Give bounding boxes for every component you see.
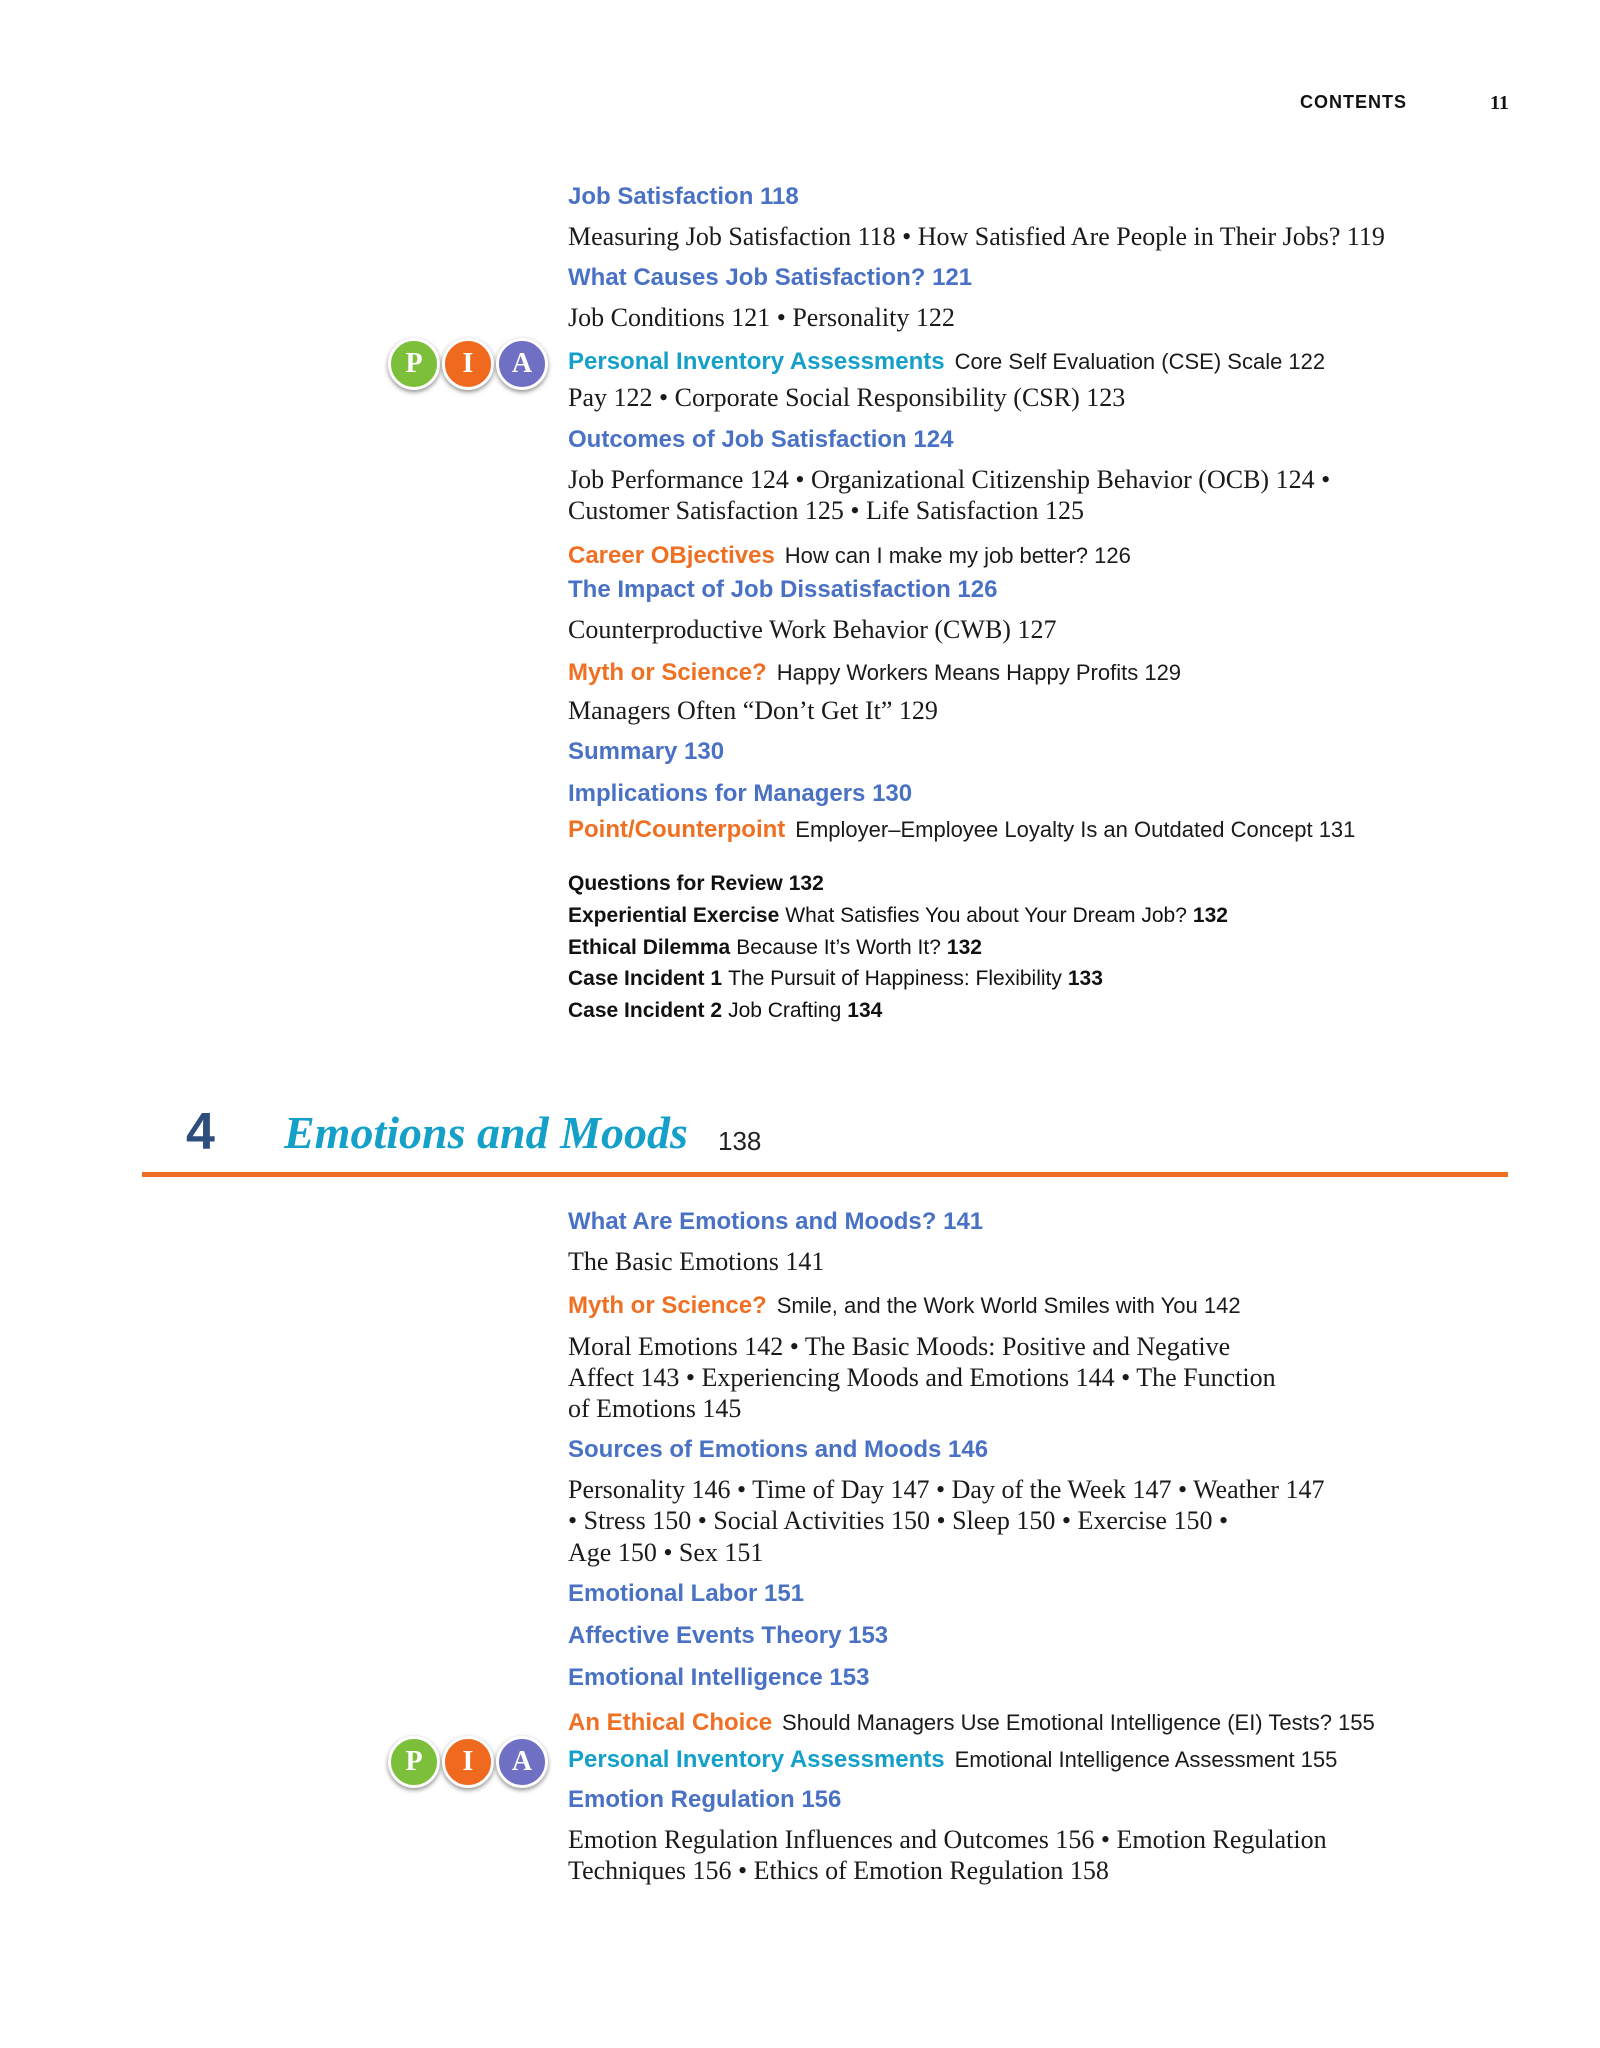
topic-line: Customer Satisfaction 125 • Life Satisfaction 125 <box>568 496 1085 525</box>
pia-badge <box>388 1736 550 1788</box>
chapter-divider <box>142 1172 1508 1177</box>
topic-line: • Stress 150 • Social Activities 150 • Sleep 150 • Exercise 150 • <box>568 1506 1229 1535</box>
chapter-title[interactable]: Emotions and Moods <box>284 1107 688 1158</box>
pia-p-icon: P <box>388 1736 440 1788</box>
heading-summary[interactable]: Summary 130 <box>568 738 725 765</box>
topic-line: Counterproductive Work Behavior (CWB) 127 <box>568 615 1057 644</box>
end-item-questions[interactable]: Questions for Review 132 <box>568 872 824 895</box>
heading-job-satisfaction[interactable]: Job Satisfaction 118 <box>568 183 799 210</box>
feature-label: Career OBjectives <box>568 542 775 569</box>
chapter-page: 138 <box>718 1126 762 1156</box>
topic-line: The Basic Emotions 141 <box>568 1247 825 1276</box>
feature-career[interactable] <box>568 542 1131 570</box>
topic-line: Personality 146 • Time of Day 147 • Day of the Week 147 • Weather 147 <box>568 1475 1325 1504</box>
heading-impact[interactable]: The Impact of Job Dissatisfaction 126 <box>568 576 998 603</box>
feature-text: Happy Workers Means Happy Profits 129 <box>776 660 1182 685</box>
heading-affective-events[interactable]: Affective Events Theory 153 <box>568 1622 889 1649</box>
heading-outcomes[interactable]: Outcomes of Job Satisfaction 124 <box>568 426 954 453</box>
end-item-case-1[interactable]: Case Incident 1 The Pursuit of Happiness: Flexibility 133 <box>568 967 1103 990</box>
topic-line: Job Conditions 121 • Personality 122 <box>568 303 955 332</box>
pia-a-icon: A <box>496 1736 548 1788</box>
heading-sources[interactable]: Sources of Emotions and Moods 146 <box>568 1436 989 1463</box>
topic-line: Measuring Job Satisfaction 118 • How Satisfied Are People in Their Jobs? 119 <box>568 222 1385 251</box>
pia-p-icon: P <box>388 338 440 390</box>
topic-line: Job Performance 124 • Organizational Citizenship Behavior (OCB) 124 • <box>568 465 1331 494</box>
feature-pia[interactable] <box>568 1746 1337 1774</box>
feature-point-counterpoint[interactable] <box>568 816 1355 844</box>
end-item-case-2[interactable]: Case Incident 2 Job Crafting 134 <box>568 999 883 1022</box>
topic-line: Pay 122 • Corporate Social Responsibility (CSR) 123 <box>568 383 1126 412</box>
pia-i-icon: I <box>442 338 494 390</box>
end-item-experiential[interactable]: Experiential Exercise What Satisfies You about Your Dream Job? 132 <box>568 904 1228 927</box>
feature-text: Emotional Intelligence Assessment 155 <box>954 1747 1338 1772</box>
feature-label: Personal Inventory Assessments <box>568 348 945 375</box>
heading-what-are[interactable]: What Are Emotions and Moods? 141 <box>568 1208 984 1235</box>
feature-label: Myth or Science? <box>568 659 767 686</box>
feature-pia[interactable] <box>568 348 1325 376</box>
heading-causes[interactable]: What Causes Job Satisfaction? 121 <box>568 264 973 291</box>
pia-i-icon: I <box>442 1736 494 1788</box>
chapter-number: 4 <box>186 1103 215 1161</box>
feature-ethical-choice[interactable] <box>568 1709 1375 1737</box>
topic-line: Moral Emotions 142 • The Basic Moods: Positive and Negative <box>568 1332 1231 1361</box>
topic-line: Age 150 • Sex 151 <box>568 1538 764 1567</box>
feature-text: Employer–Employee Loyalty Is an Outdated Concept 131 <box>795 817 1356 842</box>
topic-line: Affect 143 • Experiencing Moods and Emotions 144 • The Function <box>568 1363 1276 1392</box>
page-number: 11 <box>1490 92 1509 114</box>
topic-line: Emotion Regulation Influences and Outcomes 156 • Emotion Regulation <box>568 1825 1327 1854</box>
heading-implications[interactable]: Implications for Managers 130 <box>568 780 913 807</box>
end-item-ethical-dilemma[interactable]: Ethical Dilemma Because It’s Worth It? 132 <box>568 936 982 959</box>
heading-emotion-regulation[interactable]: Emotion Regulation 156 <box>568 1786 842 1813</box>
topic-line: Techniques 156 • Ethics of Emotion Regulation 158 <box>568 1856 1109 1885</box>
feature-myth[interactable] <box>568 659 1181 687</box>
feature-text: Should Managers Use Emotional Intelligence (EI) Tests? 155 <box>782 1710 1375 1735</box>
feature-label: An Ethical Choice <box>568 1709 773 1736</box>
topic-line: of Emotions 145 <box>568 1394 742 1423</box>
feature-label: Point/Counterpoint <box>568 816 786 843</box>
heading-emotional-intelligence[interactable]: Emotional Intelligence 153 <box>568 1664 870 1691</box>
feature-text: How can I make my job better? 126 <box>784 543 1131 568</box>
feature-label: Personal Inventory Assessments <box>568 1746 945 1773</box>
feature-text: Smile, and the Work World Smiles with You 142 <box>776 1293 1241 1318</box>
running-head: CONTENTS <box>1300 92 1407 112</box>
heading-emotional-labor[interactable]: Emotional Labor 151 <box>568 1580 805 1607</box>
feature-label: Myth or Science? <box>568 1292 767 1319</box>
topic-line: Managers Often “Don’t Get It” 129 <box>568 696 938 725</box>
pia-badge <box>388 338 550 390</box>
pia-a-icon: A <box>496 338 548 390</box>
feature-myth[interactable] <box>568 1292 1241 1320</box>
feature-text: Core Self Evaluation (CSE) Scale 122 <box>954 349 1326 374</box>
